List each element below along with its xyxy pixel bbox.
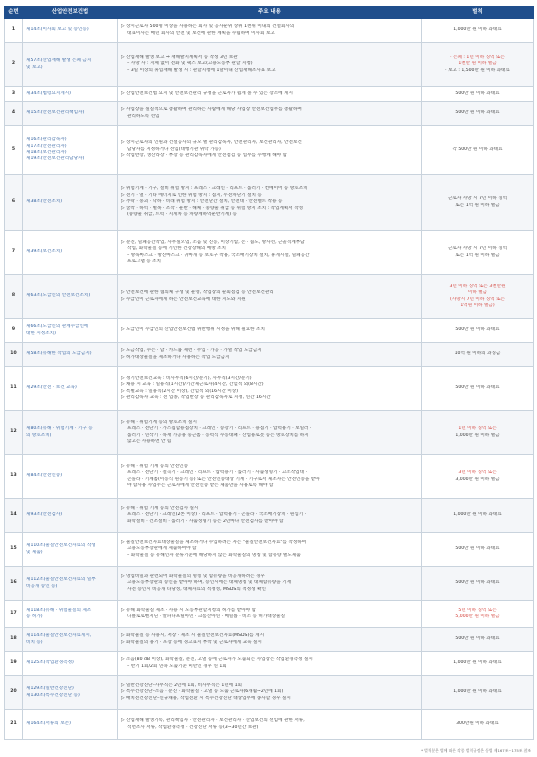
content-cell xyxy=(118,710,422,740)
penalty-cell-line: 300만원 이하 과태료 xyxy=(456,721,499,727)
article-cell-line: 제66조(도급인의 관계수급인에 xyxy=(26,324,89,330)
article-cell xyxy=(23,652,118,676)
content-cell-line: 곤돌라 · 기계톱(이동식 원동기 등) 또는 안전인증대상 기계 · 기구로서 제조자는 안전인증을 받아 xyxy=(127,476,320,482)
content-cell-line: ▷ 유해 · 위험 기계 등의 안전인증 xyxy=(121,463,189,469)
article-cell-line: 비공개 승인 등) xyxy=(26,583,58,589)
penalty-cell xyxy=(422,275,534,319)
table-row xyxy=(5,175,534,231)
content-cell-line: 고용노동부장관의 승인을 받아야 하며, 승인시에는 대체명칭 및 대체함유량을 기재 xyxy=(127,580,292,586)
row-number: 1 xyxy=(5,19,23,43)
penalty-cell-line: 각 500만 원 이하 과태료 xyxy=(452,146,503,152)
content-cell-line: ▷ 특수건강진단–소음 · 분진 · 화학물질 · 고열 등 노출 근로자(6개월~2년에 1회) xyxy=(121,689,284,695)
table-row xyxy=(5,43,534,87)
content-cell-line: 고용노동부장관에게 제출하여야 함 xyxy=(127,546,197,552)
penalty-cell-line: · 은폐 : 1년 이하 징역 또는 xyxy=(450,54,505,60)
content-cell xyxy=(118,411,422,455)
row-number: 13 xyxy=(5,455,23,499)
content-cell-line: 석면조사 서류, 작업환경측정 · 건강진단 서류 등(3~30년간 보관) xyxy=(127,724,259,730)
content-cell-line: ▷ 물질안전보건자료대상물질을 제조하거나 수입하려는 자는 "물질안전보건자료"를 작성하여 xyxy=(121,539,307,545)
header-penalty: 벌칙 xyxy=(422,7,534,19)
penalty-cell-line: 500만 원 이하 과태료 xyxy=(455,636,500,642)
penalty-cell-line: (사망시 7년 이하 징역 또는 xyxy=(450,296,505,302)
content-cell-line: – 화학물질 등 유해인자 분류기준에 해당하지 않는 화학물질의 명칭 및 함유량 별도제출 xyxy=(127,552,301,558)
table-row xyxy=(5,533,534,567)
content-cell-line: ▷ 유해 · 위험 기계 등의 안전검사 실시 xyxy=(121,505,199,511)
table-row xyxy=(5,102,534,126)
penalty-cell-line: 1,000만 원 이하 과태료 xyxy=(453,512,502,518)
row-number: 7 xyxy=(5,231,23,275)
penalty-cell-line: 500만 원 이하 과태료 xyxy=(455,385,500,391)
article-cell xyxy=(23,628,118,652)
row-number: 21 xyxy=(5,710,23,740)
table-row xyxy=(5,455,534,499)
row-number: 20 xyxy=(5,676,23,710)
content-cell-line: ▷ 정기안전보건교육 : 비사무직(6시간/분기), 사무직(3시간/분기) xyxy=(121,375,252,381)
content-cell xyxy=(118,567,422,601)
penalty-cell xyxy=(422,175,534,231)
content-cell-line: ▷ 화학물질의 용기 · 포장 등에 경고표지 부착 및 근로자에게 교육 실시 xyxy=(121,639,262,645)
content-cell xyxy=(118,499,422,533)
content-cell-line: ▷ 관리감독자 교육 : 전 업종, 작업반장 등 관리감독자로 지정, 연간 16시간 xyxy=(121,394,271,400)
penalty-cell xyxy=(422,343,534,367)
penalty-cell xyxy=(422,628,534,652)
table-row xyxy=(5,601,534,628)
article-cell-line: 제114조(물질안전보건자료게시, xyxy=(26,633,92,639)
law-table xyxy=(4,6,534,740)
article-cell-line: 및 제출) xyxy=(26,549,43,555)
penalty-cell xyxy=(422,567,534,601)
row-number: 2 xyxy=(5,43,23,87)
row-number: 4 xyxy=(5,102,23,126)
penalty-cell-line: · 보고 : 1,500만 원 이하 과태료 xyxy=(445,67,510,73)
penalty-cell-line: 1,000만 원 이하 과태료 xyxy=(453,660,502,666)
article-cell xyxy=(23,43,118,87)
footnote: * 벌칙분은 법에 따른 각종 벌칙규정은 동법 제167조~175조 참조 xyxy=(421,748,531,753)
table-row xyxy=(5,411,534,455)
penalty-cell xyxy=(422,87,534,102)
article-cell xyxy=(23,275,118,319)
table-row xyxy=(5,87,534,102)
article-cell-line: 제110조(물질안전보건자료의 작성 xyxy=(26,543,96,549)
article-cell-line: 대한 시정조치) xyxy=(26,330,56,336)
content-cell-line: 않고는 사용하면 안 됨 xyxy=(127,438,172,444)
article-cell xyxy=(23,102,118,126)
content-cell-line: ▷ 산업안전보건법 요지 및 안전보건관리 규정을 근로자가 쉽게 볼 수 있는 장소에 게시 xyxy=(121,90,293,96)
penalty-cell xyxy=(422,411,534,455)
table-header-row xyxy=(5,7,534,19)
article-cell-line: 제14조(이사회 보고 및 승인등) xyxy=(26,27,89,33)
penalty-cell-line: 이하 벌금 xyxy=(467,290,488,296)
row-number: 19 xyxy=(5,652,23,676)
article-cell-line: 제63조(도급인의 안전보건조치) xyxy=(26,293,91,299)
article-cell-line: 의 방호조치) xyxy=(26,432,52,438)
article-cell-line: 제38조(안전조치) xyxy=(26,199,63,205)
content-cell-line: (중량물 취급, 트럭 · 지게차 등 차량계하역운반기계) 등 xyxy=(127,212,237,218)
penalty-cell xyxy=(422,601,534,628)
content-cell-line: ▷ 유해 화학물질 제조 · 사용 시 노동부관할지청의 허가를 받아야 함 xyxy=(121,607,256,613)
row-number: 17 xyxy=(5,601,23,628)
article-cell xyxy=(23,87,118,102)
table-row xyxy=(5,319,534,343)
table-row xyxy=(5,567,534,601)
content-cell-line: ▷ 일반건강진단–사무직은 2년에 1회, 비사무직은 1년에 1회 xyxy=(121,682,242,688)
article-cell xyxy=(23,710,118,740)
content-cell-line: – 3일 이상의 휴업재해 발생 시 : 관할지청에 1달이내 산업재해조사표 보고 xyxy=(127,67,276,73)
content-cell-line: – 반기 1회/2회 연속 노출기준 미만인 경우 연 1회 xyxy=(127,663,227,669)
penalty-cell-line: 1,000만 원 이하 과태료 xyxy=(453,27,502,33)
content-cell-line: ▷ 수급인이 근로자에게 하는 안전보건교육에 대한 지도와 지원 xyxy=(121,296,246,302)
penalty-cell xyxy=(422,710,534,740)
article-cell xyxy=(23,367,118,411)
row-number: 16 xyxy=(5,567,23,601)
penalty-cell-line: 1천만 원 이하 벌금 xyxy=(458,61,497,67)
table-row xyxy=(5,499,534,533)
article-cell xyxy=(23,231,118,275)
content-cell-line: ▷ 안전보건에 관한 협의체 구성 및 운영, 작업장의 순회점검 등 안전보건관리 xyxy=(121,290,274,296)
article-cell-line: 비치 등) xyxy=(26,639,43,645)
content-cell xyxy=(118,676,422,710)
penalty-cell-line: 500만 원 이하 과태료 xyxy=(455,580,500,586)
penalty-cell xyxy=(422,533,534,567)
table-row xyxy=(5,231,534,275)
article-cell xyxy=(23,567,118,601)
row-number: 18 xyxy=(5,628,23,652)
content-cell xyxy=(118,126,422,175)
penalty-cell xyxy=(422,676,534,710)
row-number: 12 xyxy=(5,411,23,455)
article-cell-line: 제15조(안전보건관리책임자) xyxy=(26,110,85,116)
penalty-cell-line: 1년 이하 징역 또는 xyxy=(458,426,497,432)
row-number: 3 xyxy=(5,87,23,102)
article-cell-line: 제18조(보건관리자) xyxy=(26,150,67,155)
article-cell-line: 제57조(산업재해 발생 은폐 금지 xyxy=(26,58,92,64)
article-cell-line: 제39조(보건조치) xyxy=(26,249,63,255)
article-cell xyxy=(23,499,118,533)
article-cell-line: 제118조(유해 · 위험물질의 제조 xyxy=(26,607,92,613)
header-no: 순번 xyxy=(5,7,23,19)
table-body xyxy=(5,19,534,740)
header-article: 산업안전보건법 xyxy=(23,7,118,19)
article-cell xyxy=(23,19,118,43)
content-cell-line: ▷ 영업비밀과 관련되어 화학물질의 명칭 및 함유량을 비공개하려는 경우 xyxy=(121,573,265,579)
article-cell xyxy=(23,601,118,628)
article-cell-line: 제80조(유해 · 위험기계 · 기구 등 xyxy=(26,426,93,432)
content-cell xyxy=(118,601,422,628)
content-cell-line: 롤러기 · 연삭기 · 목재 가공용 둥근톱 · 동력식 수동대패 · 산업용로봇 등은 방호장치를 하지 xyxy=(127,432,309,438)
content-cell-line: 작업, 화학물질 등에 기인한 건강장해의 예방 조치 xyxy=(127,246,226,252)
penalty-cell xyxy=(422,43,534,87)
content-cell xyxy=(118,367,422,411)
content-cell-line: ▷ 위험기계 · 기구, 설비 위험 방지 : 프레스 · 크레인 · 리프트 · 롤러기 · 컨베이어 등 방호조치 xyxy=(121,186,308,192)
content-cell-line: ▷ 배치전건강진단–신규채용, 작업전환 시 특수건강진단 대상업무에 종사할 경우 실시 xyxy=(121,695,291,701)
row-number: 5 xyxy=(5,126,23,175)
content-cell-line: ▷ 유해 · 위험기계 등의 방호조치 실시 xyxy=(121,419,197,425)
penalty-cell-line: 5년 이하 징역 또는 xyxy=(458,607,497,613)
row-number: 11 xyxy=(5,367,23,411)
table-row xyxy=(5,676,534,710)
penalty-cell xyxy=(422,126,534,175)
content-cell-line: ▷ 작업반장, 생산라장 · 부장 등 관리감독자에게 안전점검 등 업무를 수행케 해야 함 xyxy=(121,153,287,159)
penalty-cell-line: 500만 원 이하 과태료 xyxy=(455,327,500,333)
article-cell-line: 제164조(서류의 보존) xyxy=(26,721,71,727)
penalty-cell-line: 근로자 사망 시 7년 이하 징역 xyxy=(447,196,508,202)
article-cell-line: 및 보고) xyxy=(26,64,43,70)
table-row xyxy=(5,710,534,740)
content-cell-line: ▷ 화학물질 등 사용시, 저장 · 제조 시 물질안전보건자료(MSDS)를 게시 xyxy=(121,633,265,639)
article-cell xyxy=(23,126,118,175)
article-cell-line: 제34조(법령요지게시) xyxy=(26,90,71,96)
content-cell-line: ▷ 상시근로자 500명 이상을 사용하는 회사 및 공사순위 상위 1천위 이내의 건설회사의 xyxy=(121,24,295,30)
header-content: 주요 내용 xyxy=(118,7,422,19)
table-row xyxy=(5,628,534,652)
content-cell-line: ▷ 특별교육 : 일용직(2시간 이상), 간헐적 외(16시간 이상) xyxy=(121,388,239,394)
content-cell xyxy=(118,628,422,652)
article-cell-line: 제19조(안전보건관리담당자) xyxy=(26,156,85,162)
content-cell-line: 화학설비 · 건조설비 · 롤러기 · 사출성형기 등은 2년마다 안전검사를 받아야 함 xyxy=(127,518,284,524)
penalty-cell-line: 500만 원 이하 과태료 xyxy=(455,110,500,116)
penalty-cell xyxy=(422,499,534,533)
penalty-cell-line: 1,000만 원 이하 과태료 xyxy=(453,689,502,695)
article-cell-line: 제17조(안전관리자) xyxy=(26,143,67,149)
content-cell-line: 프레스 · 전단기 · 가스집합용접장치 · 크레인 · 승강기 · 리프트 · 용접기 · 압력용기 · 보일러 · xyxy=(127,426,312,432)
content-cell xyxy=(118,652,422,676)
penalty-cell-line: 500만 원 이하 과태료 xyxy=(455,546,500,552)
content-cell-line: ▷ 추락 · 붕괴 · 낙하 · 비래 위험 방지 : 안전난간 설치, 안전대 · 안전벨트 착용 등 xyxy=(121,199,283,205)
penalty-cell xyxy=(422,652,534,676)
content-cell-line: – 사망 사 : 지체 없이 전화 및 팩스 보고(고용노동부 관할 지청) xyxy=(127,61,253,67)
article-cell-line: 제84조(안전인증) xyxy=(26,473,63,479)
row-number: 14 xyxy=(5,499,23,533)
penalty-cell-line: 10억 원 이하의 과징금 xyxy=(454,351,501,357)
content-cell xyxy=(118,343,422,367)
content-cell-line: ▷ 소음(80 dB 이상), 화학물질, 분진, 고열 등에 근로자가 노출되는 사업장은 작업환경측정 실시 xyxy=(121,657,313,663)
content-cell-line: ▷ 허가대상물질을 제조하거나 사용하는 작업 도급금지 xyxy=(121,354,230,360)
penalty-cell-line: 5,000만 원 이하 벌금 xyxy=(455,614,500,619)
content-cell xyxy=(118,533,422,567)
article-cell-line: 제129조(일반건강진단) xyxy=(26,686,74,692)
content-cell xyxy=(118,231,422,275)
penalty-cell-line: 3년 이하 징역 또는 3천만원 xyxy=(449,283,506,289)
table-row xyxy=(5,343,534,367)
content-cell-line: ▷ 도급인이 수급인의 산업안전보건법 위반행위 시정을 위해 필요한 조치 xyxy=(121,327,265,333)
content-cell-line: 프레스 · 전단기 · 절곡기 · 크레인 · 리프트 · 압력용기 · 롤러기 · 사출성형기 · 고소작업대 · xyxy=(127,470,307,476)
content-cell-line: 대표이사는 매년 회사의 안전 및 보건에 관한 계획을 수립하여 이사회 보고 xyxy=(127,30,275,36)
content-cell-line: 관리하도록 선임 xyxy=(127,113,160,119)
article-cell-line: 제29조(안전 · 보건 교육) xyxy=(26,385,77,391)
row-number: 8 xyxy=(5,275,23,319)
row-number: 10 xyxy=(5,343,23,367)
content-cell-line: ▷ 채용 시 교육 : 일용직(1시간)/기간제근로자(4시간, 간헐적 외(8시간) xyxy=(121,382,264,388)
row-number: 6 xyxy=(5,175,23,231)
article-cell-line: 제130조(특수건강진단 등) xyxy=(26,692,80,698)
row-number: 9 xyxy=(5,319,23,343)
content-cell xyxy=(118,19,422,43)
content-cell-line: ▷ 도금작업, 수은 · 납 · 카드뮴 제련 · 주입 · 가공 · 가열 작업 도급금지 xyxy=(121,348,262,354)
content-cell xyxy=(118,87,422,102)
penalty-cell xyxy=(422,319,534,343)
table-row xyxy=(5,367,534,411)
content-cell xyxy=(118,319,422,343)
content-cell-line: – 방독마스크 · 방진마스크 · 귀마개 등 보호구 착용, 국소배기장치 설치, 휴게시설, 밀폐공간 xyxy=(127,252,310,258)
content-cell-line: ▷ 산업재해 발생기록, 관리책임자 · 안전관리자 · 보건관리자 · 산업보건의 선임에 관한 서류, xyxy=(121,718,305,724)
penalty-cell xyxy=(422,367,534,411)
penalty-cell-line: 1,000만 원 이하 벌금 xyxy=(455,432,500,438)
article-cell xyxy=(23,676,118,710)
content-cell-line: 프레스 · 전단기 · 크레인(2톤 이상) · 리프트 · 압력용기 · 곤돌라 · 국소배기장치 · 원심기 · xyxy=(127,512,307,518)
article-cell-line: 제58조(유해한 작업의 도급금지) xyxy=(26,351,92,357)
article-cell xyxy=(23,319,118,343)
content-cell-line: ▷ 사업장을 실질적으로 총괄하여 관리하는 사람에게 해당 사업장 안전보건업무를 총괄하여 xyxy=(121,107,302,113)
content-cell-line: ▷ 전기 · 열 · 기타 에너지로 인한 위험 방지 : 접지, 누전차단기 설치 등 xyxy=(121,192,262,198)
content-cell xyxy=(118,43,422,87)
penalty-cell-line: 1억원 이하 벌금) xyxy=(460,302,495,308)
penalty-cell-line: 500만 원 이하 과태료 xyxy=(455,90,500,96)
article-cell xyxy=(23,533,118,567)
table-row xyxy=(5,19,534,43)
penalty-cell-line: 근로자 사망 시 7년 이하 징역 xyxy=(447,246,508,252)
article-cell-line: 제125조(작업환경측정) xyxy=(26,660,74,666)
article-cell xyxy=(23,175,118,231)
penalty-cell-line: 또는 1억 원 이하 벌금 xyxy=(455,252,500,258)
content-cell-line: 야 함사용 사업주는 근로자에게 안전인증 받은 제품만을 사용토록 해야 함 xyxy=(127,482,274,488)
content-cell-line: 사전 승인시 비공개 타당성, 대체자료의 적정성, MSDS의 적정성 확인 xyxy=(127,586,266,592)
article-cell xyxy=(23,455,118,499)
content-cell xyxy=(118,102,422,126)
content-cell-line: 디클로로벤지딘 · 알파나프틸아민 · 크롬산아연 · 베릴륨 · 비소 등 허가대상물질 xyxy=(127,614,286,619)
article-cell-line: 등 허가) xyxy=(26,614,43,619)
article-cell xyxy=(23,411,118,455)
article-cell-line: 제93조(안전검사) xyxy=(26,512,63,518)
penalty-cell xyxy=(422,455,534,499)
penalty-cell-line: 3년 이하 징역 또는 xyxy=(458,470,497,476)
row-number: 15 xyxy=(5,533,23,567)
article-cell-line: 제112조(물질안전보건자료의 일부 xyxy=(26,577,96,583)
content-cell xyxy=(118,175,422,231)
penalty-cell-line: 또는 1억 원 이하 벌금 xyxy=(455,202,500,208)
content-cell-line: ▷ 상시근로자의 인원과 건설공사의 규모 별 관리감독자, 안전관리자, 보건관리자, 안전보건 xyxy=(121,140,302,146)
content-cell-line: ▷ 굴착 · 하역 · 벌목 · 조작 · 운반 · 해체 · 중량물 취급 등 위험 방지 조치 : 작업계획서 작성 xyxy=(121,205,304,211)
table-row xyxy=(5,275,534,319)
article-cell xyxy=(23,343,118,367)
penalty-cell xyxy=(422,231,534,275)
content-cell-line: ▷ 분진, 밀폐공간작업, 사무실오염, 소음 및 진동, 이상기압, 온 · 습도, 방사선, 근골격계부담 xyxy=(121,239,305,245)
table-row xyxy=(5,652,534,676)
content-cell-line: 담당자를 지정하거나 선임(대행기관 위탁 가능) xyxy=(127,146,221,152)
article-cell-line: 제16조(관리감독자) xyxy=(26,137,67,143)
penalty-cell xyxy=(422,102,534,126)
content-cell xyxy=(118,455,422,499)
penalty-cell-line: 3,000만 원 이하 벌금 xyxy=(455,476,500,482)
content-cell-line: ▷ 산업재해 발생 보고 ⇒ 재해발지계획서 등 작성 3년 보관 xyxy=(121,54,238,60)
content-cell-line: 프로그램 등 조치 xyxy=(127,258,161,264)
content-cell xyxy=(118,275,422,319)
penalty-cell xyxy=(422,19,534,43)
table-row xyxy=(5,126,534,175)
